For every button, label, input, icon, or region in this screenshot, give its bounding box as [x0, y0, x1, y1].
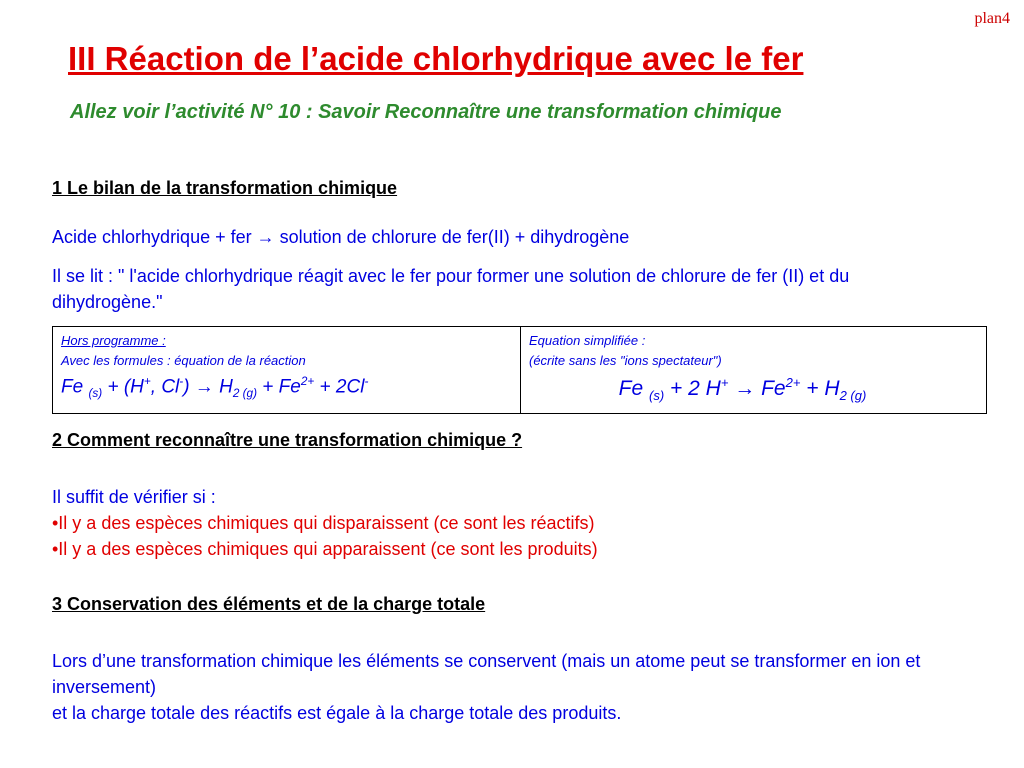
check-intro: Il suffit de vérifier si : [52, 487, 216, 507]
section-1-heading: 1 Le bilan de la transformation chimique [52, 178, 398, 198]
simplified-label: Equation simplifiée : [529, 333, 646, 348]
slide-number: plan4 [974, 10, 1010, 27]
bullet-products: •Il y a des espèces chimiques qui apparaissent (ce sont les produits) [52, 539, 598, 559]
full-equation: Fe $_{(s)}$ + (H+, $Cl^-) \to H_2$ $_{(g)} + Fe^{2+} + 2Cl^-$ [61, 375, 369, 401]
out-of-program-label: Hors programme : [61, 333, 166, 348]
section-3-heading: 3 Conservation des éléments et de la charge totale [52, 594, 486, 614]
equation-box [52, 326, 987, 414]
reading-text: Il se lit : " l'acide chlorhydrique réagit avec le fer pour former une solution de chlorure de fer (II) et du dihydrogène." [52, 266, 850, 312]
section-2-heading: 2 Comment reconnaître une transformation chimique ? [52, 430, 523, 450]
slide-title: III Réaction de l’acide chlorhydrique avec le fer [68, 40, 804, 77]
formula-label: Avec les formules : équation de la réaction [61, 353, 306, 368]
conservation-line-2: et la charge totale des réactifs est égale à la charge totale des produits. [52, 703, 622, 723]
simplified-equation: Fe $_{(s)}$ + 2 $H^+ \to Fe^{2+} + H_2$ $_{(g)}$ [618, 375, 867, 404]
spectator-ions-note: (écrite sans les "ions spectateur") [529, 353, 722, 368]
conservation-text [52, 648, 972, 726]
word-equation: Acide chlorhydrique + fer → solution de chlorure de fer(II) + dihydrogène [52, 227, 630, 247]
activity-reference: Allez voir l’activité N° 10 : Savoir Reconnaître une transformation chimique [70, 101, 782, 123]
conservation-line-1: Lors d’une transformation chimique les éléments se conservent (mais un atome peut se transformer en ion et inversement) [52, 651, 921, 697]
out-of-program-cell [53, 327, 521, 413]
bullet-reactants: •Il y a des espèces chimiques qui disparaissent (ce sont les réactifs) [52, 513, 595, 533]
simplified-equation-cell [521, 327, 986, 413]
